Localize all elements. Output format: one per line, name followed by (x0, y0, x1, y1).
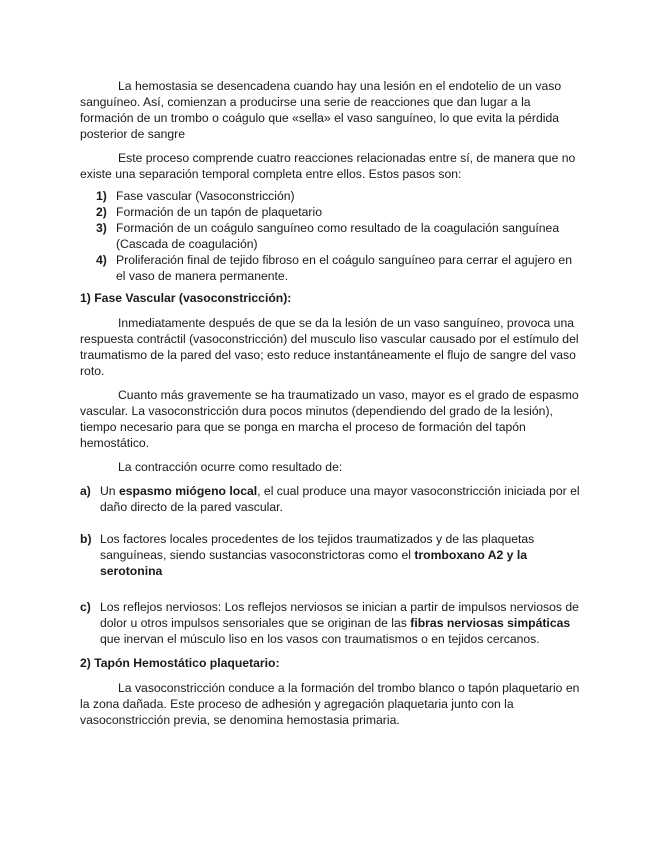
steps-list (80, 188, 580, 284)
intro-paragraph-2: Este proceso comprende cuatro reacciones relacionadas entre sí, de manera que no existe una separación temporal completa entre ellos. Estos pasos son: (80, 151, 576, 181)
cause-label: c) (80, 600, 91, 614)
cause-text: , el cual produce una mayor vasoconstricción iniciada por el daño directo de la pared vascular. (100, 484, 580, 514)
cause-bold-text: fibras nerviosas simpáticas (410, 616, 571, 630)
list-text: Formación de un coágulo sanguíneo como resultado de la coagulación sanguínea (Cascada de coagulación) (116, 221, 560, 251)
section-1-paragraph-2: Cuanto más gravemente se ha traumatizado un vaso, mayor es el grado de espasmo vascular. La vasoconstricción dura pocos minutos (dependiendo del grado de la lesión), tiempo necesario para que se ponga en marcha el proceso de formación del tapón hemostático. (80, 388, 579, 450)
document-page (80, 78, 580, 736)
cause-item-a (80, 483, 580, 515)
list-item (80, 204, 580, 220)
list-number: 2) (96, 205, 107, 219)
list-text: Formación de un tapón de plaquetario (116, 205, 322, 219)
list-number: 4) (96, 253, 107, 267)
list-item (80, 188, 580, 204)
cause-bold-text: espasmo miógeno local (118, 484, 258, 498)
list-text: Proliferación final de tejido fibroso en el coágulo sanguíneo para cerrar el agujero en el vaso de manera permanente. (116, 253, 572, 283)
cause-text: Los reflejos nerviosos: Los reflejos nerviosos se inician a partir de impulsos nerviosos de dolor u otros impulsos sensoriales que se originan de las (100, 600, 579, 630)
cause-text: Un (100, 484, 119, 498)
intro-paragraph-1: La hemostasia se desencadena cuando hay una lesión en el endotelio de un vaso sanguíneo. Así, comienzan a producirse una serie de reacciones que dan lugar a la formación de un trombo o coágulo que «sella» el vaso sanguíneo, lo que evita la pérdida posterior de sangre (80, 79, 562, 141)
list-item (80, 220, 580, 252)
section-1-paragraph-1: Inmediatamente después de que se da la lesión de un vaso sanguíneo, provoca una respuesta contráctil (vasoconstricción) del musculo liso vascular causado por el estímulo del traumatismo de la pared del vaso; esto reduce instantáneamente el flujo de sangre del vaso roto. (80, 316, 579, 378)
section-1-heading: 1) Fase Vascular (vasoconstricción): (80, 291, 292, 305)
cause-bold-text: tromboxano A2 y la serotonina (100, 548, 527, 578)
cause-label: b) (80, 532, 92, 546)
list-number: 3) (96, 221, 107, 235)
cause-label: a) (80, 484, 91, 498)
cause-text: que inervan el músculo liso en los vasos con traumatismos o en tejidos cercanos. (100, 632, 540, 646)
list-number: 1) (96, 189, 107, 203)
cause-item-b (80, 531, 580, 579)
cause-text: Los factores locales procedentes de los tejidos traumatizados y de las plaquetas sanguíneas, siendo sustancias vasoconstrictoras como el (100, 532, 535, 562)
cause-item-c (80, 599, 580, 647)
section-1-paragraph-3: La contracción ocurre como resultado de: (118, 460, 343, 474)
section-2-heading: 2) Tapón Hemostático plaquetario: (80, 656, 280, 670)
list-text: Fase vascular (Vasoconstricción) (116, 189, 295, 203)
list-item (80, 252, 580, 284)
section-2-paragraph-1: La vasoconstricción conduce a la formación del trombo blanco o tapón plaquetario en la zona dañada. Este proceso de adhesión y agregación plaquetaria junto con la vasoconstricción previa, se denomina hemostasia primaria. (80, 681, 580, 727)
